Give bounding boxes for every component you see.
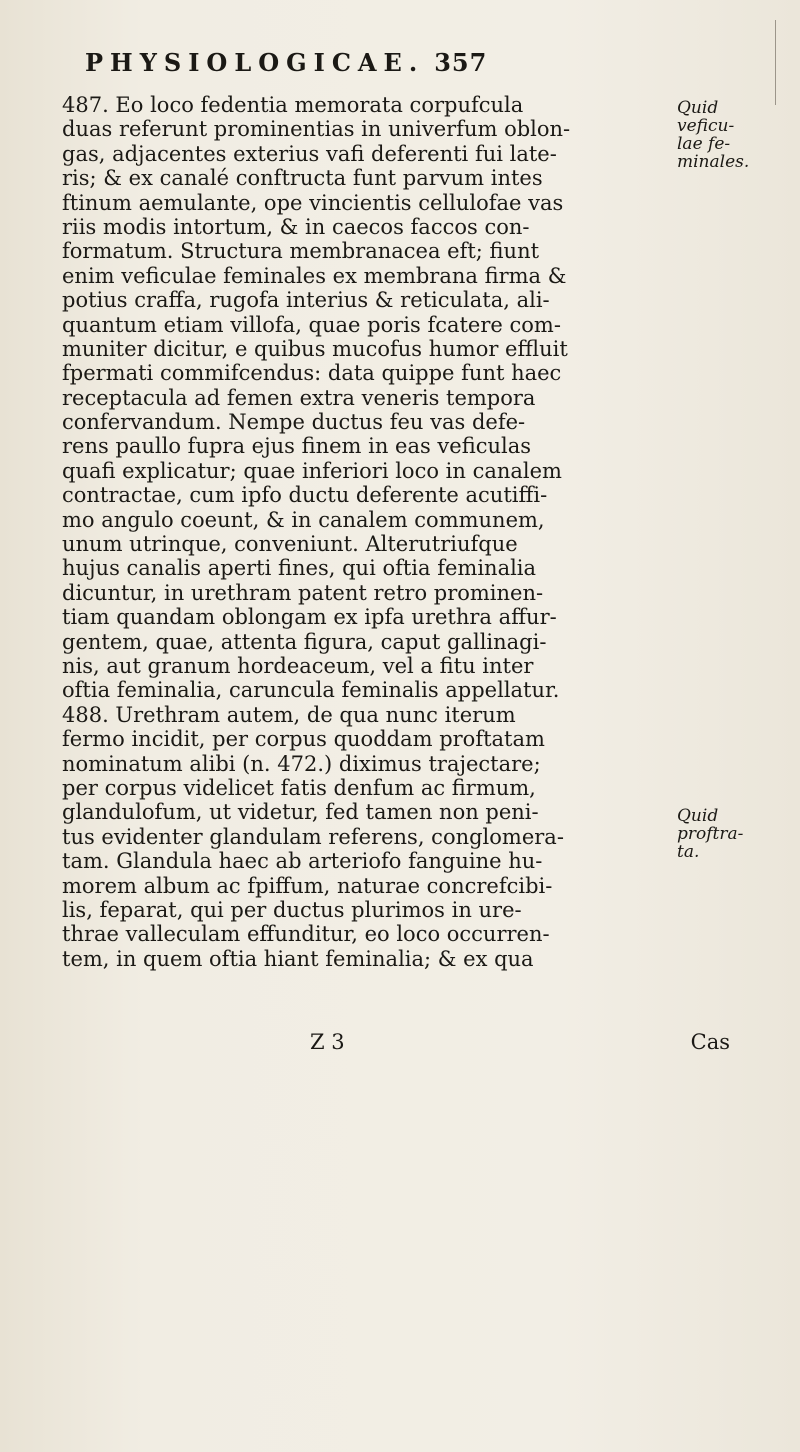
margin-note-vesiculae [677, 99, 749, 171]
text-line: nis, aut granum hordeaceum, vel a fitu inter [62, 653, 534, 678]
footer [310, 1030, 730, 1054]
text-line: morem album ac fpiffum, naturae concrefcibi- [62, 873, 553, 898]
margin-note-line: minales. [677, 152, 750, 172]
text-line: mo angulo coeunt, & in canalem communem, [62, 507, 545, 532]
text-line: enim veficulae feminales ex membrana firma & [62, 263, 567, 288]
text-line: receptacula ad femen extra veneris tempora [62, 385, 536, 410]
margin-note-prostata [677, 807, 743, 861]
text-line: lis, feparat, qui per ductus plurimos in ure- [62, 897, 522, 922]
text-line: glandulofum, ut videtur, fed tamen non peni- [62, 800, 539, 825]
text-line: hujus canalis aperti fines, qui oftia feminalia [62, 556, 537, 581]
text-line: oftia feminalia, caruncula feminalis appellatur. [62, 678, 560, 703]
text-line: riis modis intortum, & in caecos faccos con- [62, 214, 530, 239]
text-line: unum utrinque, conveniunt. Alterutriufque [62, 532, 518, 557]
text-line: gentem, quae, attenta figura, caput gallinagi- [62, 629, 547, 654]
signature-mark: Z 3 [310, 1030, 345, 1054]
text-line: tiam quandam oblongam ex ipfa urethra affur- [62, 605, 557, 630]
text-line: 487. Eo loco fedentia memorata corpufcula [62, 93, 524, 117]
text-line: tus evidenter glandulam referens, conglomera- [62, 824, 564, 849]
text-line: quantum etiam villofa, quae poris fcatere com- [62, 312, 561, 337]
text-line: quafi explicatur; quae inferiori loco in canalem [62, 458, 562, 483]
header-title: PHYSIOLOGICAE. [85, 48, 425, 77]
text-line: nominatum alibi (n. 472.) diximus trajectare; [62, 751, 541, 776]
text-line: formatum. Structura membranacea eft; fiunt [62, 239, 540, 264]
catchword: Cas [690, 1030, 730, 1054]
text-line: ris; & ex canalé conftructa funt parvum intes [62, 166, 543, 191]
text-line: potius craffa, rugofa interius & reticulata, ali- [62, 288, 550, 313]
margin-note-line: proftra- [677, 824, 744, 844]
text-line: confervandum. Nempe ductus feu vas defe- [62, 410, 526, 435]
text-line: 488. Urethram autem, de qua nunc iterum [62, 702, 516, 727]
text-line: duas referunt prominentias in univerfum oblon- [62, 117, 571, 142]
text-line: gas, adjacentes exterius vafi deferenti fui late- [62, 141, 557, 166]
text-line: tam. Glandula haec ab arteriofo fanguine hu- [62, 849, 543, 874]
page-number: 357 [434, 48, 488, 77]
text-line: rens paullo fupra ejus finem in eas veficulas [62, 434, 532, 459]
text-line: fpermati commifcendus: data quippe funt haec [62, 361, 562, 386]
margin-note-line: Quid [677, 806, 719, 826]
text-line: dicuntur, in urethram patent retro prominen- [62, 580, 544, 605]
text-line: thrae valleculam effunditur, eo loco occurren- [62, 922, 550, 947]
page-edge-line [775, 20, 776, 105]
text-line: per corpus videlicet fatis denfum ac firmum, [62, 775, 536, 800]
margin-note-line: lae fe- [677, 134, 731, 154]
margin-note-line: ta. [677, 842, 700, 862]
main-text [62, 93, 662, 971]
text-line: tem, in quem oftia hiant feminalia; & ex qua [62, 946, 534, 971]
text-line: ftinum aemulante, ope vincientis cellulofae vas [62, 190, 564, 215]
text-line: muniter dicitur, e quibus mucofus humor effluit [62, 336, 568, 361]
running-header [85, 48, 487, 77]
margin-note-line: Quid [677, 98, 719, 118]
text-line: fermo incidit, per corpus quoddam proftatam [62, 727, 545, 752]
text-line: contractae, cum ipfo ductu deferente acutiffi- [62, 483, 548, 508]
margin-note-line: veficu- [677, 116, 735, 136]
